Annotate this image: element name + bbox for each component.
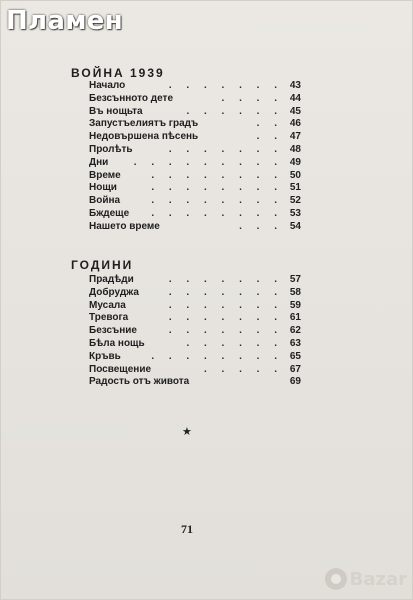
page-number: 71 <box>181 522 193 536</box>
toc-section-1 <box>89 80 301 234</box>
toc-entry: Кръвь . . . . . . . . 65 <box>89 350 301 362</box>
toc-entry: Начало . . . . . . . 43 <box>89 80 301 91</box>
toc-entry: Тревога . . . . . . . 61 <box>89 312 301 324</box>
toc-entry: Добруджа . . . . . . . 58 <box>89 286 301 298</box>
listing-title-overlay: Пламен <box>6 6 123 36</box>
toc-entry: Радость отъ живота 69 <box>89 376 301 388</box>
toc-entry: Въ нощьта . . . . . . 45 <box>89 105 301 117</box>
toc-section-2 <box>89 274 301 389</box>
toc-entry: Война . . . . . . . . 52 <box>89 195 301 207</box>
toc-entry: Нашето време . . . 54 <box>89 220 301 232</box>
toc-entry: Бѣла нощь . . . . . . 63 <box>89 337 301 349</box>
ornament-star: ★ <box>182 425 192 438</box>
toc-entry: Мусала . . . . . . . 59 <box>89 299 301 311</box>
watermark-logo-icon <box>325 568 347 590</box>
toc-entry: Посвещение . . . . . 67 <box>89 363 301 375</box>
watermark-text: Bazar <box>349 568 407 590</box>
section-heading-years: ГОДИНИ <box>71 258 134 272</box>
toc-entry: Нощи . . . . . . . . 51 <box>89 182 301 194</box>
toc-entry: Пролѣть . . . . . . . 48 <box>89 143 301 155</box>
toc-entry: Прадѣди . . . . . . . 57 <box>89 274 301 285</box>
toc-entry: Недовършена пѣсень . . 47 <box>89 131 301 143</box>
toc-entry: Бждеще . . . . . . . . 53 <box>89 207 301 219</box>
toc-entry: Безсъние . . . . . . . 62 <box>89 325 301 337</box>
watermark <box>325 568 407 590</box>
toc-entry: Безсънното дете . . . . 44 <box>89 92 301 104</box>
toc-entry: Време . . . . . . . . 50 <box>89 169 301 181</box>
section-heading-war-1939: ВОЙНА 1939 <box>71 66 165 80</box>
toc-entry: Запустъелиятъ градъ . . 46 <box>89 118 301 130</box>
toc-entry: Дни . . . . . . . . . 49 <box>89 156 301 168</box>
